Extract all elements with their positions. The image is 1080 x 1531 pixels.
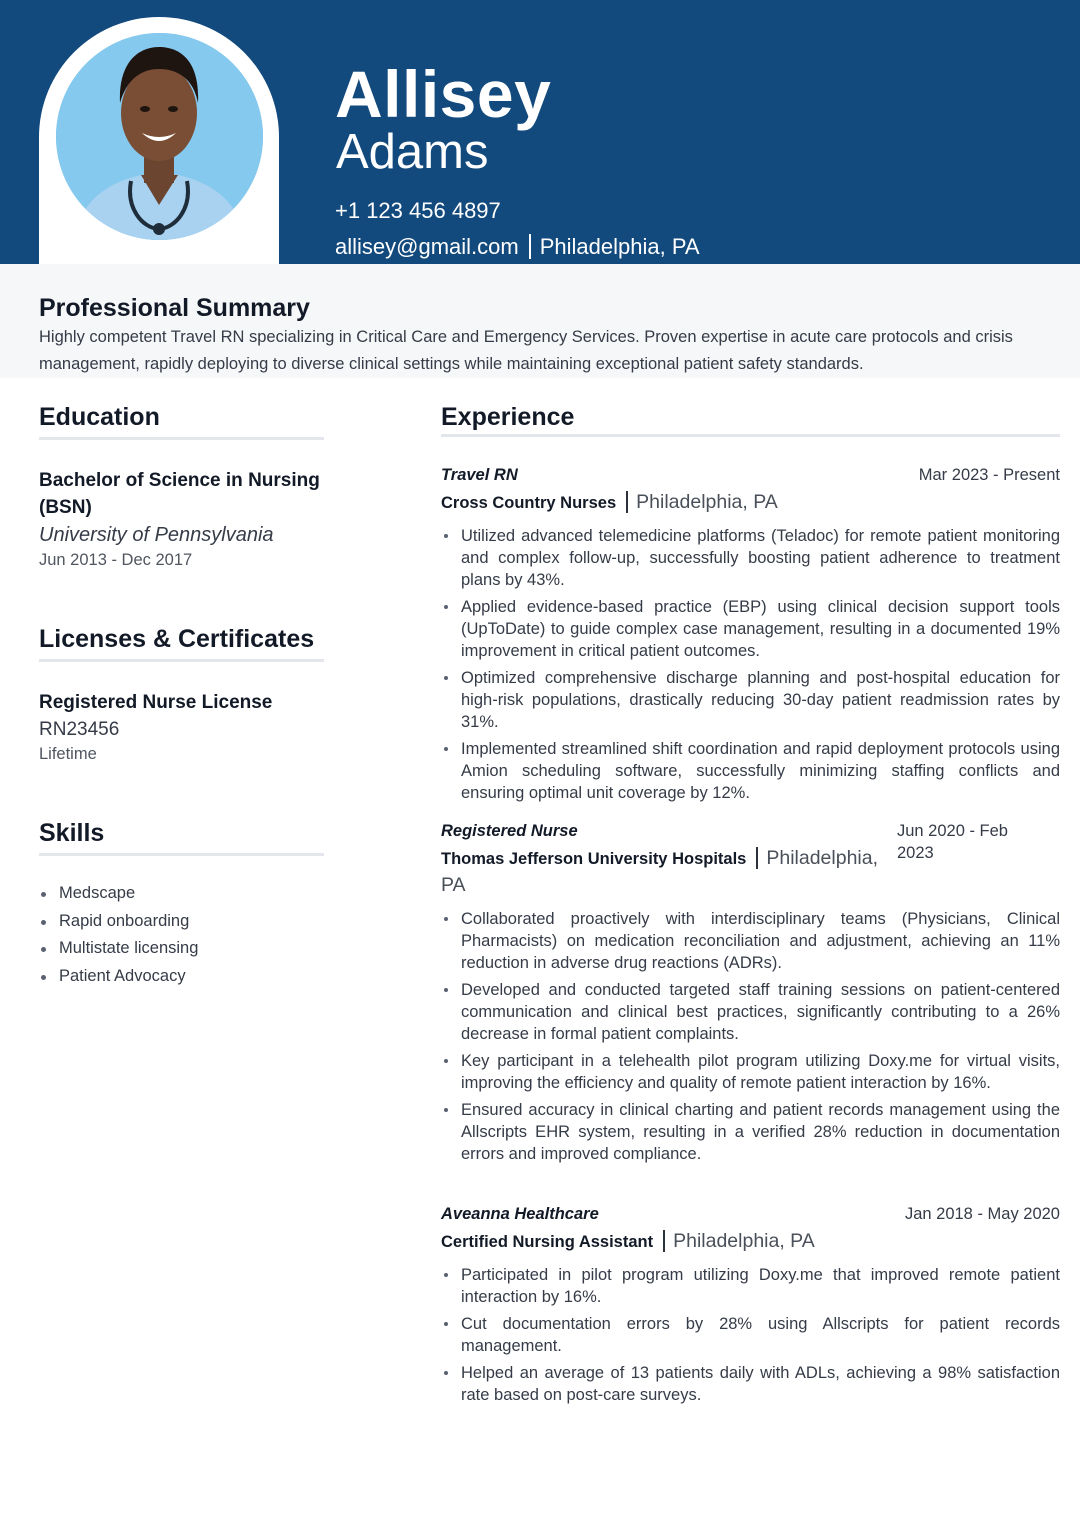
job-dates: Mar 2023 - Present: [918, 466, 1060, 484]
separator: [663, 1230, 665, 1252]
job-bullets: [441, 908, 1060, 1165]
job-bullets: [441, 1264, 1060, 1406]
summary-text: Highly competent Travel RN specializing in Critical Care and Emergency Services. Proven expertise in acute care protocols and crisis management, rapidly deploying to diverse clinical settings while maintaining exceptional patient safety standards.: [39, 328, 1013, 373]
experience-title: Experience: [441, 403, 575, 431]
last-name: Adams: [336, 125, 489, 179]
job-role: Aveanna Healthcare: [441, 1205, 599, 1223]
license-id: RN23456: [39, 719, 120, 740]
job-bullet: Utilized advanced telemedicine platforms (Teladoc) for remote patient monitoring and complex follow-up, successfully boosting patient adherence to treatment plans by 43%.: [441, 525, 1060, 591]
license-name: Registered Nurse License: [39, 692, 273, 713]
header-location: Philadelphia, PA: [539, 234, 700, 259]
job-bullet: Key participant in a telehealth pilot program utilizing Doxy.me for virtual visits, improving the efficiency and quality of remote patient interaction by 16%.: [441, 1050, 1060, 1094]
license-validity: Lifetime: [39, 745, 97, 763]
skill-item: Rapid onboarding: [39, 908, 198, 936]
skill-item: Patient Advocacy: [39, 963, 198, 991]
job-dates: Jan 2018 - May 2020: [904, 1205, 1060, 1223]
job-bullet: Applied evidence-based practice (EBP) using clinical decision support tools (UpToDate) to guide complex case management, resulting in a documented 19% improvement in critical patient outcomes.: [441, 596, 1060, 662]
job-role: Travel RN: [441, 466, 518, 484]
experience-divider: [441, 434, 1060, 437]
separator: [626, 491, 628, 513]
job-bullet: Cut documentation errors by 28% using Allscripts for patient records management.: [441, 1313, 1060, 1357]
job-organization: Thomas Jefferson University Hospitals: [441, 850, 747, 868]
job-location: Philadelphia, PA: [441, 847, 879, 896]
job-org-line: [441, 489, 1060, 516]
job-organization: Cross Country Nurses: [441, 494, 617, 512]
job-bullet: Implemented streamlined shift coordination and rapid deployment protocols using Amion scheduling software, successfully minimizing staffing conflicts and ensuring optimal unit coverage by 12%.: [441, 738, 1060, 804]
job-entry: [441, 463, 1060, 809]
job-bullet: Helped an average of 13 patients daily with ADLs, achieving a 98% satisfaction rate based on post-care surveys.: [441, 1362, 1060, 1406]
summary-title: Professional Summary: [39, 294, 310, 322]
education-divider: [39, 437, 324, 440]
first-name: Allisey: [335, 57, 552, 131]
job-location: Philadelphia, PA: [636, 491, 778, 513]
job-entry: [441, 819, 1060, 1170]
job-org-line: [441, 845, 901, 899]
separator: [756, 847, 758, 869]
job-dates: Jun 2020 - Feb 2023: [897, 822, 1008, 862]
licenses-divider: [39, 659, 324, 662]
licenses-title: Licenses & Certificates: [39, 625, 315, 653]
education-degree: Bachelor of Science in Nursing (BSN): [39, 470, 320, 518]
job-location: Philadelphia, PA: [673, 1230, 815, 1252]
job-bullets: [441, 525, 1060, 804]
job-bullet: Collaborated proactively with interdisciplinary teams (Physicians, Clinical Pharmacists) on medication reconciliation and adjustment, achieving an 11% reduction in adverse drug reactions (ADRs).: [441, 908, 1060, 974]
profile-photo: [56, 33, 263, 240]
job-organization: Certified Nursing Assistant: [441, 1233, 654, 1251]
job-org-line: [441, 1228, 1060, 1255]
job-role: Registered Nurse: [441, 822, 578, 840]
skills-list: [39, 880, 198, 990]
phone-number: +1 123 456 4897: [335, 198, 501, 223]
job-bullet: Optimized comprehensive discharge planning and post-hospital education for high-risk populations, drastically reducing 30-day patient readmission rates by 31%.: [441, 667, 1060, 733]
email: allisey@gmail.com: [335, 234, 519, 259]
separator: [529, 234, 531, 259]
skills-divider: [39, 853, 324, 856]
skill-item: Multistate licensing: [39, 935, 198, 963]
job-bullet: Developed and conducted targeted staff training sessions on patient-centered communication and clinical best practices, significantly contributing to a 26% decrease in formal patient complaints.: [441, 979, 1060, 1045]
education-school: University of Pennsylvania: [39, 524, 274, 546]
education-dates: Jun 2013 - Dec 2017: [39, 551, 193, 569]
skill-item: Medscape: [39, 880, 198, 908]
skills-title: Skills: [39, 819, 105, 847]
education-title: Education: [39, 403, 160, 431]
contact-line: [335, 233, 700, 261]
job-bullet: Participated in pilot program utilizing Doxy.me that improved remote patient interaction by 16%.: [441, 1264, 1060, 1308]
job-entry: [441, 1202, 1060, 1411]
job-bullet: Ensured accuracy in clinical charting and patient records management using the Allscripts EHR system, resulting in a verified 28% reduction in documentation errors and improved compliance.: [441, 1099, 1060, 1165]
